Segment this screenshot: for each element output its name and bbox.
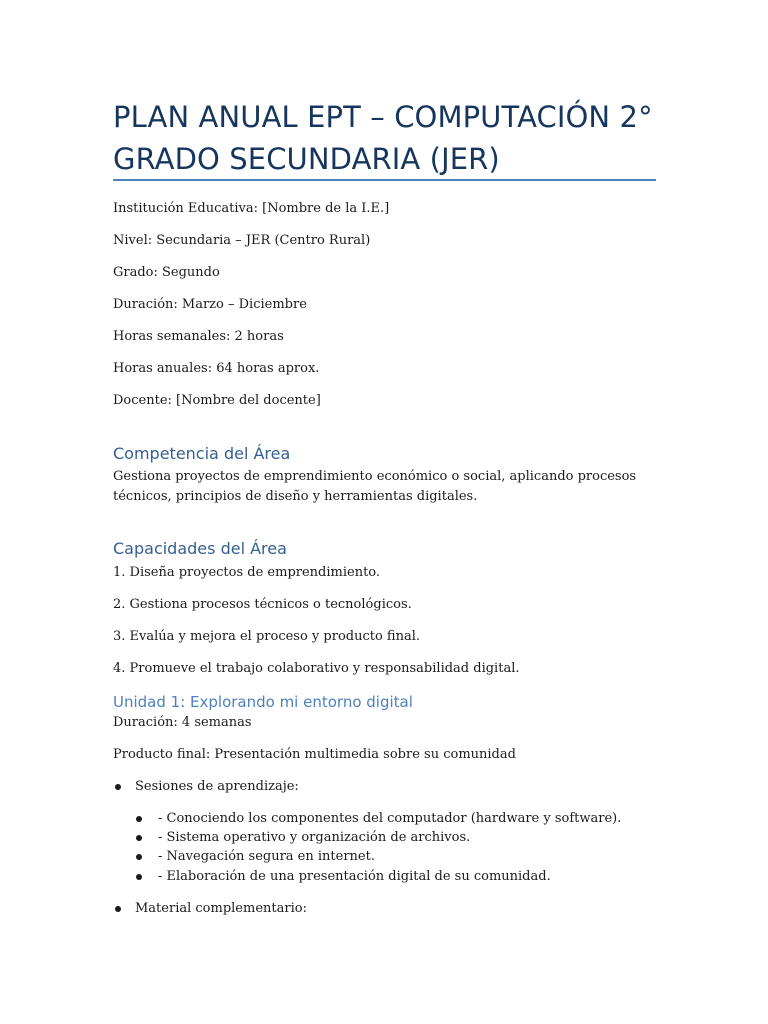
sesion-item: - Conociendo los componentes del computador (hardware y software). [158,811,622,826]
sesion-item: - Navegación segura en internet. [158,849,375,864]
capacidad-item: 1. Diseña proyectos de emprendimiento. [113,565,381,580]
competencia-heading: Competencia del Área [113,444,291,463]
bullet-icon [136,835,142,841]
competencia-text: Gestiona proyectos de emprendimiento económico o social, aplicando procesos técnicos, principios de diseño y herramientas digitales. [113,469,637,504]
sesiones-label: Sesiones de aprendizaje: [135,779,299,794]
unidad1-duracion: Duración: 4 semanas [113,715,252,730]
bullet-icon [115,784,121,790]
document-title: PLAN ANUAL EPT – COMPUTACIÓN 2° GRADO SECUNDARIA (JER) [113,100,653,176]
info-grado: Grado: Segundo [113,265,220,280]
capacidad-item: 3. Evalúa y mejora el proceso y producto final. [113,629,421,644]
info-horas-semanales: Horas semanales: 2 horas [113,329,284,344]
info-nivel: Nivel: Secundaria – JER (Centro Rural) [113,233,371,248]
unidad1-heading: Unidad 1: Explorando mi entorno digital [113,693,413,711]
info-duracion: Duración: Marzo – Diciembre [113,297,307,312]
info-horas-anuales: Horas anuales: 64 horas aprox. [113,361,320,376]
unidad1-producto: Producto final: Presentación multimedia sobre su comunidad [113,747,516,762]
info-institucion: Institución Educativa: [Nombre de la I.E.] [113,201,390,216]
capacidad-item: 2. Gestiona procesos técnicos o tecnológicos. [113,597,412,612]
bullet-icon [115,906,121,912]
info-docente: Docente: [Nombre del docente] [113,393,321,408]
capacidad-item: 4. Promueve el trabajo colaborativo y responsabilidad digital. [113,661,520,676]
sesion-item: - Sistema operativo y organización de archivos. [158,830,471,845]
bullet-icon [136,854,142,860]
material-label: Material complementario: [135,901,307,916]
bullet-icon [136,816,142,822]
bullet-icon [136,874,142,880]
title-underline [113,179,656,181]
sesion-item: - Elaboración de una presentación digital de su comunidad. [158,869,551,884]
capacidades-heading: Capacidades del Área [113,539,287,558]
